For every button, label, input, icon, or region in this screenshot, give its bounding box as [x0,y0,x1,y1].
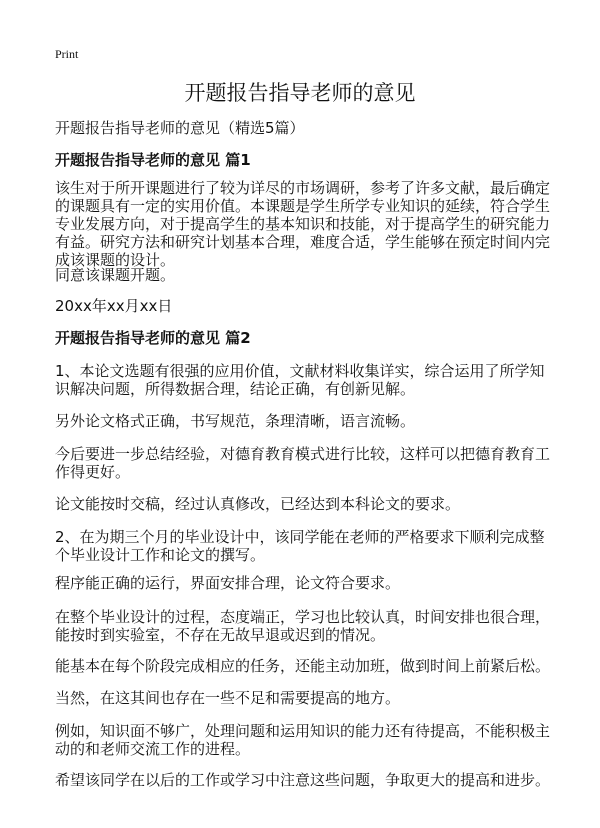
paragraph: 程序能正确的运行，界面安排合理，论文符合要求。 [55,574,401,592]
paragraph: 今后要进一步总结经验，对德育教育模式进行比较，这样可以把德育教育工作得更好。 [55,445,551,481]
section-1-heading: 开题报告指导老师的意见 篇1 [55,151,251,169]
paragraph: 1、本论文选题有很强的应用价值，文献材料收集详实，综合运用了所学知识解决问题，所得数据合理，结论正确，有创新见解。 [55,362,545,398]
paragraph: 2、在为期三个月的毕业设计中，该同学能在老师的严格要求下顺利完成整个毕业设计工作和论文的撰写。 [55,528,545,564]
paragraph: 能基本在每个阶段完成相应的任务，还能主动加班，做到时间上前紧后松。 [55,657,551,675]
section-2-heading: 开题报告指导老师的意见 篇2 [55,329,251,347]
paragraph: 在整个毕业设计的过程，态度端正，学习也比较认真，时间安排也很合理，能按时到实验室，不存在无故早退或迟到的情况。 [55,608,551,644]
paragraph: 例如，知识面不够广，处理问题和运用知识的能力还有待提高，不能积极主动的和老师交流工作的进程。 [55,722,551,758]
subtitle: 开题报告指导老师的意见（精选5篇） [55,119,305,137]
paragraph: 当然，在这其间也存在一些不足和需要提高的地方。 [55,689,401,707]
paragraph: 另外论文格式正确，书写规范，条理清晰，语言流畅。 [55,412,416,430]
paragraph: 该生对于所开课题进行了较为详尽的市场调研，参考了许多文献，最后确定的课题具有一定的实用价值。本课题是学生所学专业知识的延续，符合学生专业发展方向，对于提高学生的基本知识和技能，对于提高学生的研究能力有益。研究方法和研究计划基本合理，难度合适，学生能够在预定时间内完成该课题的设计。 [55,179,551,269]
paragraph: 希望该同学在以后的工作或学习中注意这些问题，争取更大的提高和进步。 [55,771,551,789]
page-title: 开题报告指导老师的意见 [184,81,416,105]
date-line: 20xx年xx月xx日 [55,297,173,315]
paragraph: 论文能按时交稿，经过认真修改，已经达到本科论文的要求。 [55,495,461,513]
paragraph: 同意该课题开题。 [55,266,176,284]
print-link[interactable]: Print [55,47,79,61]
